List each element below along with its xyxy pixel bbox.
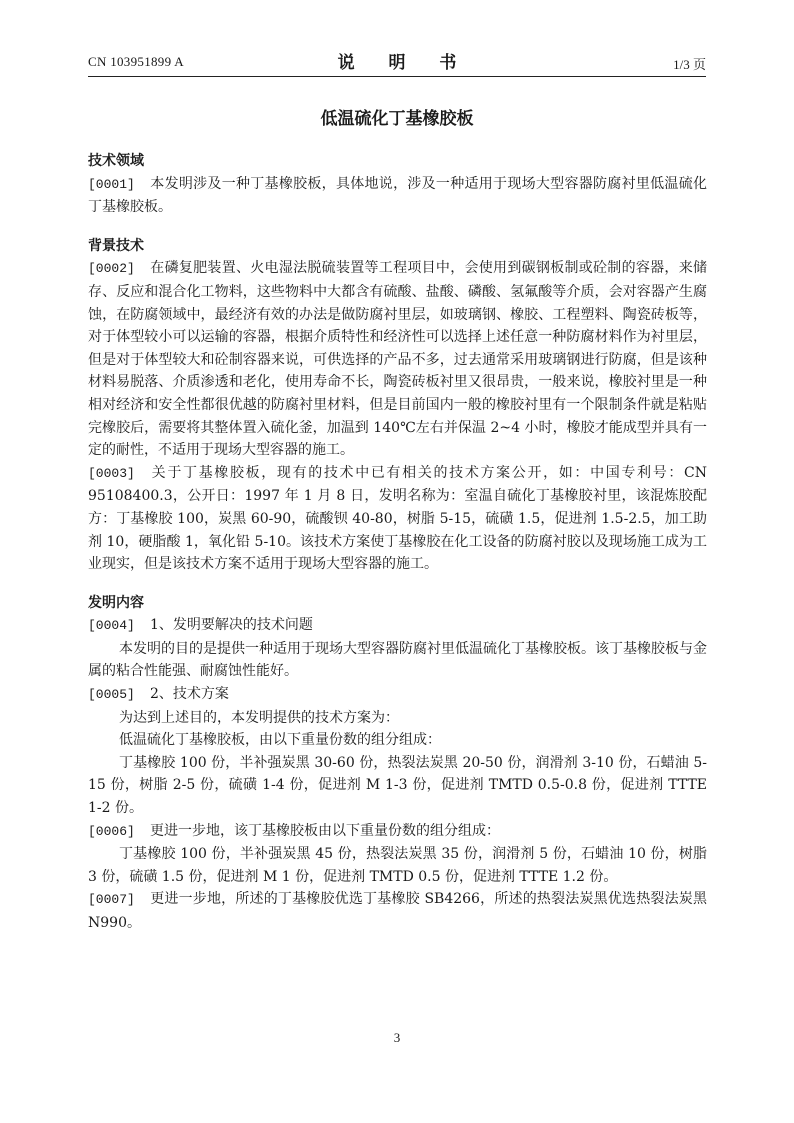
paragraph-0003 [88, 462, 707, 576]
paragraph-text: 更进一步地，该丁基橡胶板由以下重量份数的组分组成： [150, 822, 500, 839]
paragraph-0007 [88, 888, 707, 934]
paragraph-number: [0004] [88, 618, 135, 634]
header-rule [88, 76, 706, 77]
paragraph-subtitle: 2、技术方案 [150, 686, 229, 703]
paragraph-number: [0006] [88, 823, 135, 839]
paragraph-0001 [88, 173, 707, 219]
page-header [88, 48, 706, 76]
page-indicator: 1/3 页 [673, 57, 706, 72]
paragraph-text: 更进一步地，所述的丁基橡胶优选丁基橡胶 SB4266，所述的热裂法炭黑优选热裂法炭黑 N990。 [88, 891, 707, 931]
paragraph-0005-formula: 丁基橡胶 100 份，半补强炭黑 30-60 份，热裂法炭黑 20-50 份，润滑剂 3-10 份，石蜡油 5-15 份，树脂 2-5 份，硫磺 1-4 份，促进剂 M 1-3 份，促进剂 TMTD 0.5-0.8 份，促进剂 TTTE 1-2 份。 [88, 754, 707, 817]
document-title: 低温硫化丁基橡胶板 [320, 109, 474, 129]
document-type: 说 明 书 [337, 53, 471, 73]
paragraph-text: 关于丁基橡胶板，现有的技术中已有相关的技术方案公开，如：中国专利号：CN 95108400.3，公开日：1997 年 1 月 8 日，发明名称为：室温自硫化丁基橡胶衬里，该混炼胶配方：丁基橡胶 100，炭黑 60-90，硫酸钡 40-80，树脂 5-15，硫磺 1.5，促进剂 1.5-2.5，加工助剂 10，硬脂酸 1，氧化铅 5-10。该技术方案使丁基橡胶在化工设备的防腐衬胶以及现场施工成为工业现实，但是该技术方案不适用于现场大型容器的施工。 [88, 464, 707, 573]
paragraph-0005-line: 为达到上述目的，本发明提供的技术方案为： [119, 709, 399, 726]
paragraph-text: 在磷复肥装置、火电湿法脱硫装置等工程项目中，会使用到碳钢板制或砼制的容器，来储存、反应和混合化工物料，这些物料中大都含有硫酸、盐酸、磷酸、氢氟酸等介质，会对容器产生腐蚀，在防腐领域中，最经济有效的办法是做防腐衬里层，如玻璃钢、橡胶、工程塑料、陶瓷砖板等，对于体型较小可以运输的容器，根据介质特性和经济性可以选择上述任意一种防腐材料作为衬里层，但是对于体型较大和砼制容器来说，可供选择的产品不多，过去通常采用玻璃钢进行防腐，但是该种材料易脱落、介质渗透和老化，使用寿命不长，陶瓷砖板衬里又很昂贵，一般来说，橡胶衬里是一种相对经济和安全性都很优越的防腐衬里材料，但是目前国内一般的橡胶衬里有一个限制条件就是粘贴完橡胶后，需要将其整体置入硫化釜，加温到 140℃左右并保温 2~4 小时，橡胶才能成型并具有一定的耐性，不适用于现场大型容器的施工。 [88, 260, 707, 459]
paragraph-text: 本发明涉及一种丁基橡胶板，具体地说，涉及一种适用于现场大型容器防腐衬里低温硫化丁基橡胶板。 [88, 175, 707, 216]
patent-number: CN 103951899 A [88, 54, 184, 69]
paragraph-0006 [88, 820, 707, 844]
paragraph-0006-formula: 丁基橡胶 100 份，半补强炭黑 45 份，热裂法炭黑 35 份，润滑剂 5 份，石蜡油 10 份，树脂 3 份，硫磺 1.5 份，促进剂 M 1 份，促进剂 TMTD 0.5 份，促进剂 TTTE 1.2 份。 [88, 846, 707, 885]
section-heading-background: 背景技术 [88, 237, 144, 254]
paragraph-subtitle: 1、发明要解决的技术问题 [150, 617, 313, 634]
page-number: 3 [393, 1030, 401, 1045]
paragraph-0004 [88, 614, 707, 638]
paragraph-number: [0005] [88, 687, 135, 703]
paragraph-number: [0003] [88, 465, 135, 481]
paragraph-number: [0002] [88, 261, 135, 277]
paragraph-0005-line: 低温硫化丁基橡胶板，由以下重量份数的组分组成： [119, 732, 441, 749]
paragraph-0005 [88, 683, 707, 707]
document-body [88, 150, 707, 935]
paragraph-0004-body: 本发明的目的是提供一种适用于现场大型容器防腐衬里低温硫化丁基橡胶板。该丁基橡胶板与金属的粘合性能强、耐腐蚀性能好。 [88, 640, 707, 680]
paragraph-0002 [88, 257, 707, 461]
paragraph-number: [0001] [88, 176, 135, 192]
paragraph-number: [0007] [88, 892, 135, 908]
section-heading-field: 技术领域 [88, 153, 144, 169]
section-heading-invention: 发明内容 [88, 594, 144, 611]
